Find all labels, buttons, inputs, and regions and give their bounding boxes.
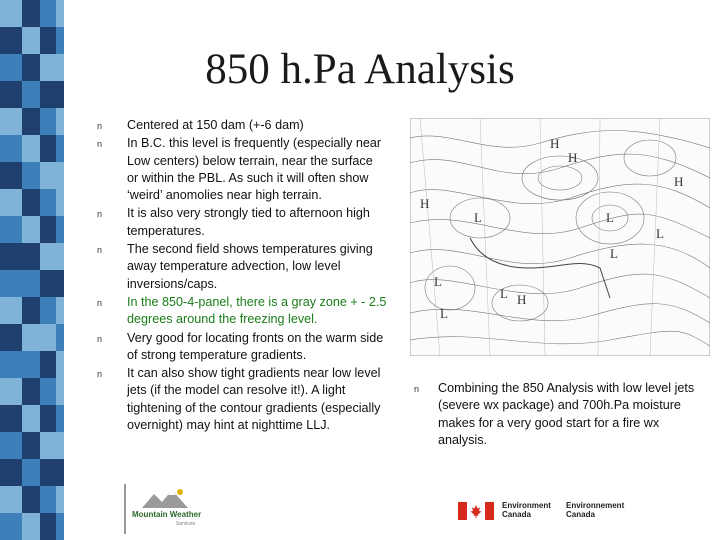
- bullet-item: [97, 135, 387, 204]
- environment-fr-line1: Environnement: [566, 501, 625, 510]
- stripe-block: [22, 459, 40, 486]
- bullet-marker: n: [97, 121, 103, 131]
- stripe-block: [56, 243, 64, 270]
- stripe-block: [22, 270, 40, 297]
- map-low-label: L: [606, 210, 614, 225]
- stripe-block: [56, 513, 64, 540]
- bullet-item: [97, 365, 387, 434]
- right-bullet-item: [414, 380, 704, 449]
- stripe-block: [56, 270, 64, 297]
- mountain-weather-name: Mountain Weather: [132, 510, 202, 519]
- map-low-label: L: [610, 246, 618, 261]
- weather-map-image: [410, 118, 710, 356]
- stripe-block: [56, 405, 64, 432]
- stripe-block: [0, 108, 22, 135]
- stripe-block: [0, 513, 22, 540]
- stripe-block: [0, 459, 22, 486]
- bullet-text: In the 850-4-panel, there is a gray zone + - 2.5 degrees around the freezing level.: [127, 294, 387, 327]
- bullet-text: Very good for locating fronts on the warm side of strong temperature gradients.: [127, 330, 384, 362]
- stripe-block: [56, 135, 64, 162]
- stripe-block: [0, 378, 22, 405]
- bullet-text: The second field shows temperatures giving away temperature advection, low level inversions/caps.: [127, 242, 373, 291]
- stripe-block: [0, 135, 22, 162]
- stripe-block: [0, 351, 22, 378]
- mountain-icon: [140, 486, 190, 510]
- map-high-label: H: [674, 174, 684, 189]
- stripe-block: [40, 459, 56, 486]
- stripe-block: [22, 324, 40, 351]
- logo-divider: [124, 484, 126, 534]
- stripe-block: [0, 243, 22, 270]
- stripe-block: [40, 405, 56, 432]
- map-high-label: H: [517, 292, 527, 307]
- map-high-label: H: [550, 136, 560, 151]
- bullet-item: [97, 205, 387, 240]
- stripe-block: [22, 135, 40, 162]
- stripe-block: [22, 297, 40, 324]
- stripe-block: [56, 189, 64, 216]
- stripe-block: [0, 216, 22, 243]
- stripe-block: [56, 297, 64, 324]
- bullet-marker: n: [97, 369, 103, 380]
- stripe-block: [40, 243, 56, 270]
- stripe-block: [56, 432, 64, 459]
- stripe-block: [40, 324, 56, 351]
- bullet-item: [97, 241, 387, 293]
- stripe-block: [40, 162, 56, 189]
- stripe-block: [56, 0, 64, 27]
- stripe-block: [22, 405, 40, 432]
- bullet-marker: n: [97, 333, 103, 344]
- stripe-block: [40, 351, 56, 378]
- stripe-block: [0, 432, 22, 459]
- stripe-block: [0, 0, 22, 27]
- stripe-block: [56, 216, 64, 243]
- map-high-label: H: [420, 196, 430, 211]
- stripe-block: [40, 135, 56, 162]
- bullet-marker: n: [97, 297, 103, 308]
- canada-flag-icon: [458, 502, 494, 520]
- map-low-label: L: [440, 306, 448, 321]
- bullet-item: [97, 117, 387, 134]
- stripe-block: [22, 189, 40, 216]
- stripe-block: [0, 324, 22, 351]
- stripe-block: [56, 108, 64, 135]
- mountain-weather-logo: [124, 484, 204, 534]
- stripe-block: [56, 378, 64, 405]
- stripe-block: [40, 270, 56, 297]
- stripe-block: [22, 432, 40, 459]
- bullet-marker: n: [97, 139, 103, 150]
- stripe-block: [22, 351, 40, 378]
- environment-en-line1: Environment: [502, 501, 551, 510]
- stripe-block: [22, 162, 40, 189]
- stripe-block: [40, 513, 56, 540]
- stripe-block: [40, 378, 56, 405]
- stripe-block: [56, 351, 64, 378]
- bullet-text: Centered at 150 dam (+-6 dam): [127, 118, 304, 132]
- bullet-text: It can also show tight gradients near low level jets (if the model can resolve it!). A light tightening of the contour gradients (especially overnight) may hint at nighttime LLJ.: [127, 366, 381, 433]
- stripe-block: [22, 378, 40, 405]
- stripe-block: [0, 189, 22, 216]
- stripe-block: [56, 486, 64, 513]
- page-title: 850 h.Pa Analysis: [205, 46, 515, 93]
- stripe-block: [40, 432, 56, 459]
- bullet-marker: n: [97, 209, 103, 220]
- stripe-block: [40, 0, 56, 27]
- stripe-block: [56, 162, 64, 189]
- stripe-block: [40, 486, 56, 513]
- stripe-block: [22, 216, 40, 243]
- mountain-weather-sub: Services: [176, 521, 196, 527]
- environment-canada-logo: [458, 500, 698, 522]
- stripe-block: [0, 486, 22, 513]
- stripe-block: [22, 0, 40, 27]
- bullet-marker: n: [414, 384, 420, 394]
- stripe-block: [22, 243, 40, 270]
- bullet-text: In B.C. this level is frequently (especially near Low centers) below terrain, near the surface or within the PBL. As such it will often show ‘weird’ anomolies near high terrain.: [127, 136, 382, 203]
- stripe-block: [0, 270, 22, 297]
- map-low-label: L: [500, 286, 508, 301]
- stripe-block: [56, 324, 64, 351]
- stripe-block: [40, 108, 56, 135]
- stripe-block: [22, 486, 40, 513]
- bullet-item-highlight: [97, 294, 387, 329]
- right-bullet-text: Combining the 850 Analysis with low level jets (severe wx package) and 700h.Pa moisture makes for a very good start for a fire wx analysis.: [438, 381, 695, 447]
- map-low-label: L: [656, 226, 664, 241]
- stripe-block: [40, 297, 56, 324]
- stripe-block: [56, 459, 64, 486]
- environment-en-line2: Canada: [502, 510, 531, 519]
- bullet-item: [97, 330, 387, 365]
- bullet-list: [97, 117, 387, 435]
- stripe-block: [0, 405, 22, 432]
- stripe-block: [40, 216, 56, 243]
- stripe-block: [0, 162, 22, 189]
- stripe-block: [0, 297, 22, 324]
- map-low-label: L: [434, 274, 442, 289]
- map-high-label: H: [568, 150, 578, 165]
- stripe-block: [22, 513, 40, 540]
- stripe-block: [22, 108, 40, 135]
- map-low-label: L: [474, 210, 482, 225]
- bullet-text: It is also very strongly tied to afternoon high temperatures.: [127, 206, 370, 238]
- stripe-block: [40, 189, 56, 216]
- environment-fr-line2: Canada: [566, 510, 595, 519]
- bullet-marker: n: [97, 245, 103, 256]
